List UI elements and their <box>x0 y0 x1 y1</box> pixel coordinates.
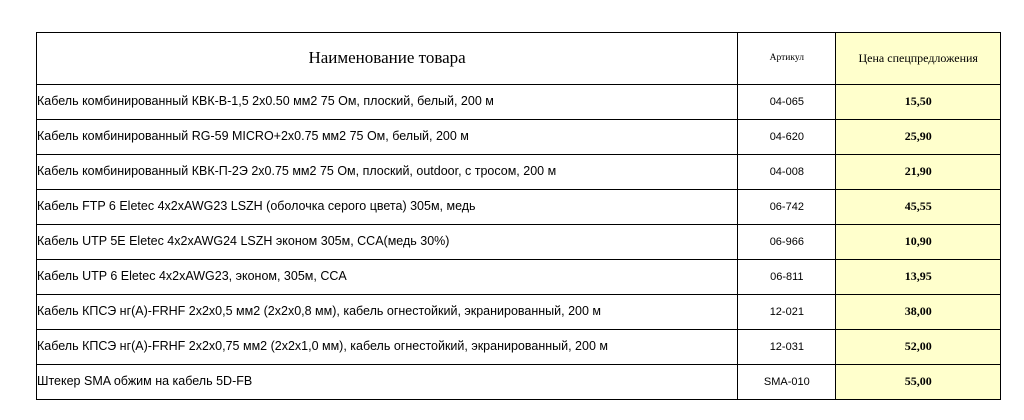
header-name: Наименование товара <box>37 33 738 85</box>
product-price: 21,90 <box>836 155 1001 190</box>
table-row <box>37 365 1001 400</box>
product-name: Кабель комбинированный RG-59 MICRO+2х0.75 мм2 75 Ом, белый, 200 м <box>37 120 738 155</box>
product-article: 06-811 <box>738 260 836 295</box>
product-name: Кабель UTP 6 Eletec 4x2xAWG23, эконом, 305м, CCA <box>37 260 738 295</box>
product-article: SMA-010 <box>738 365 836 400</box>
product-price: 45,55 <box>836 190 1001 225</box>
table-row <box>37 155 1001 190</box>
product-price: 55,00 <box>836 365 1001 400</box>
product-article: 04-620 <box>738 120 836 155</box>
table-row <box>37 260 1001 295</box>
product-article: 12-031 <box>738 330 836 365</box>
header-row <box>37 33 1001 85</box>
table-row <box>37 120 1001 155</box>
product-name: Кабель комбинированный КВК-В-1,5 2х0.50 мм2 75 Ом, плоский, белый, 200 м <box>37 85 738 120</box>
header-price: Цена спецпредложения <box>836 33 1001 85</box>
product-article: 06-742 <box>738 190 836 225</box>
product-article: 06-966 <box>738 225 836 260</box>
product-name: Кабель комбинированный КВК-П-2Э 2х0.75 мм2 75 Ом, плоский, outdoor, с тросом, 200 м <box>37 155 738 190</box>
product-name: Кабель КПСЭ нг(А)-FRHF 2х2х0,75 мм2 (2х2х1,0 мм), кабель огнестойкий, экранированный, 200 м <box>37 330 738 365</box>
product-name: Кабель UTP 5E Eletec 4x2xAWG24 LSZH эконом 305м, CCA(медь 30%) <box>37 225 738 260</box>
table-row <box>37 330 1001 365</box>
product-name: Кабель FTP 6 Eletec 4x2xAWG23 LSZH (оболочка серого цвета) 305м, медь <box>37 190 738 225</box>
product-price: 52,00 <box>836 330 1001 365</box>
table-row <box>37 190 1001 225</box>
product-price: 38,00 <box>836 295 1001 330</box>
product-name: Кабель КПСЭ нг(А)-FRHF 2х2х0,5 мм2 (2х2х0,8 мм), кабель огнестойкий, экранированный, 200 м <box>37 295 738 330</box>
product-price: 10,90 <box>836 225 1001 260</box>
product-price: 13,95 <box>836 260 1001 295</box>
product-price: 15,50 <box>836 85 1001 120</box>
product-article: 04-065 <box>738 85 836 120</box>
header-article: Артикул <box>738 33 836 85</box>
price-table <box>36 32 1001 400</box>
product-article: 04-008 <box>738 155 836 190</box>
product-price: 25,90 <box>836 120 1001 155</box>
table-row <box>37 225 1001 260</box>
product-name: Штекер SMA обжим на кабель 5D-FB <box>37 365 738 400</box>
table-row <box>37 295 1001 330</box>
table-row <box>37 85 1001 120</box>
product-article: 12-021 <box>738 295 836 330</box>
